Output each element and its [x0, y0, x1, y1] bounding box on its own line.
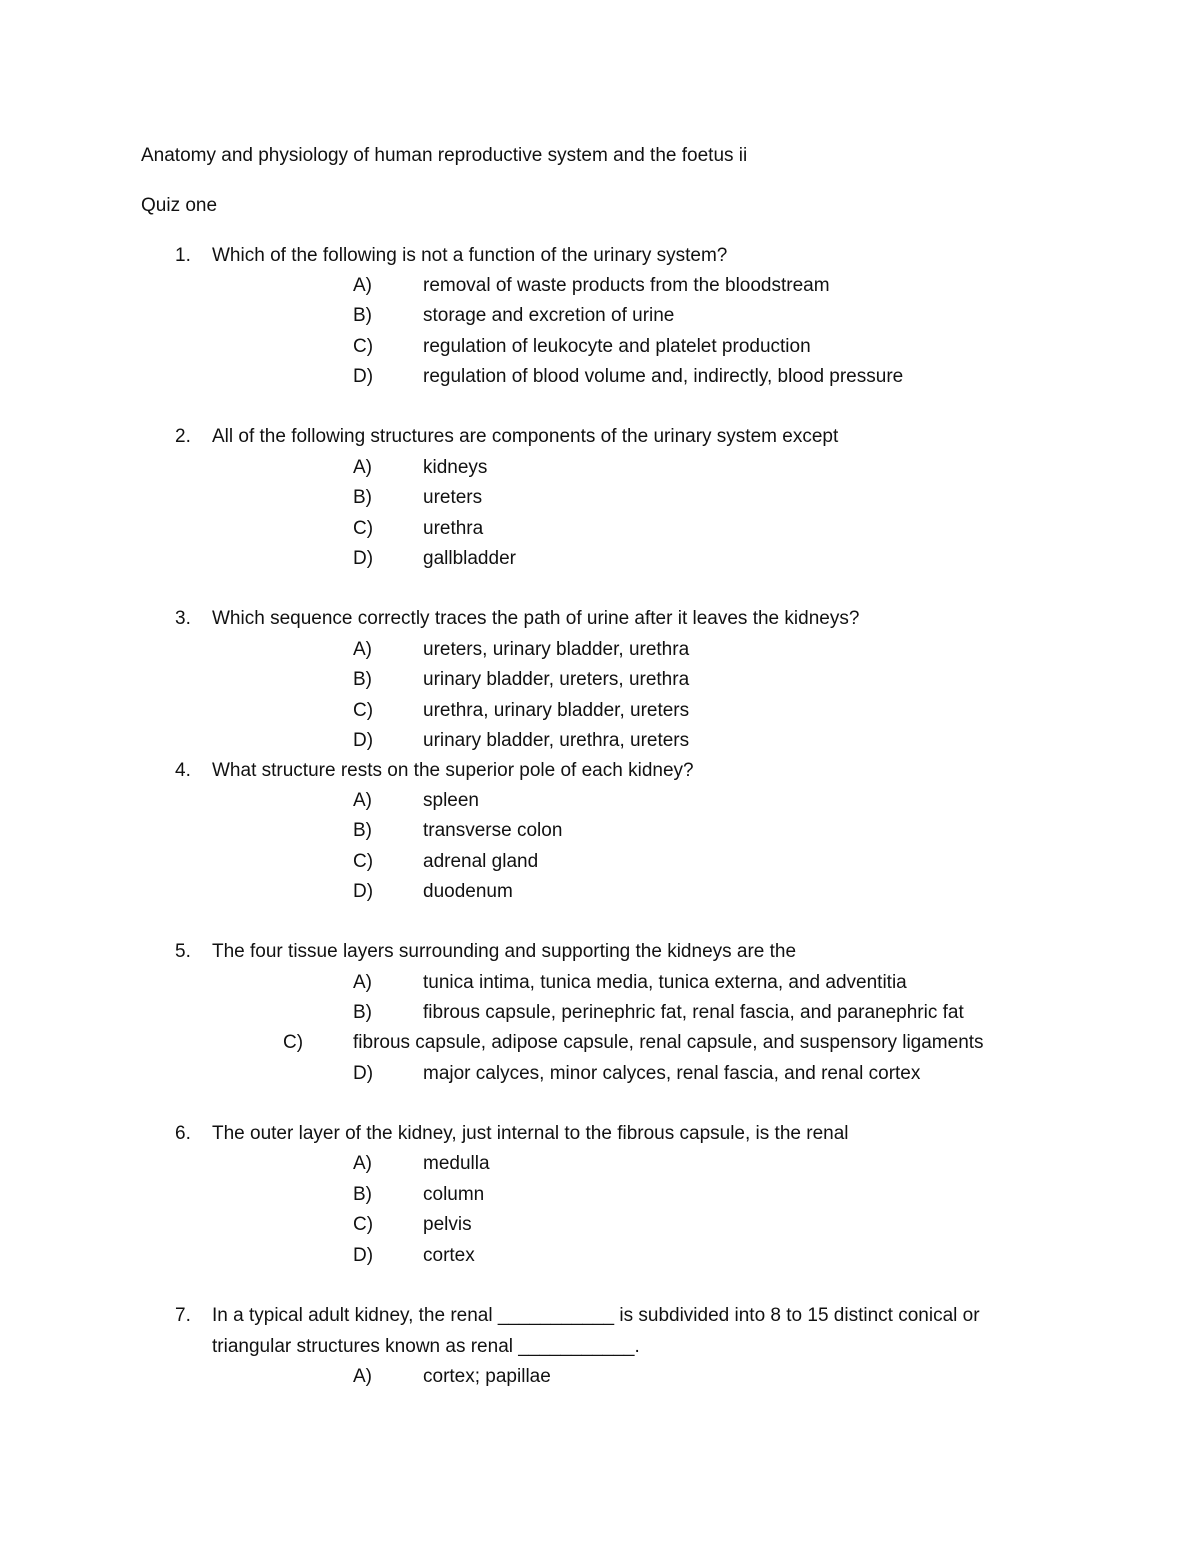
option-letter: B) [353, 1184, 372, 1205]
document-title: Anatomy and physiology of human reproductive system and the foetus ii [141, 145, 748, 166]
option-text: spleen [423, 790, 479, 811]
option-letter: A) [353, 639, 372, 660]
option-text: kidneys [423, 457, 488, 478]
option-text: medulla [423, 1153, 490, 1174]
question-number: 6. [175, 1123, 191, 1144]
option-letter: A) [353, 790, 372, 811]
option-text: tunica intima, tunica media, tunica externa, and adventitia [423, 972, 907, 993]
option-text: urethra, urinary bladder, ureters [423, 700, 690, 721]
question-number: 3. [175, 608, 191, 629]
option-letter: A) [353, 1153, 372, 1174]
option-letter: D) [353, 1245, 374, 1266]
option-text: removal of waste products from the bloodstream [423, 275, 830, 296]
question-text: Which of the following is not a function of the urinary system? [212, 245, 728, 266]
option-text: duodenum [423, 881, 513, 902]
question-number: 1. [175, 245, 191, 266]
option-text: urinary bladder, urethra, ureters [423, 730, 690, 751]
option-text: gallbladder [423, 548, 516, 569]
question-text: Which sequence correctly traces the path of urine after it leaves the kidneys? [212, 608, 860, 629]
option-text: column [423, 1184, 485, 1205]
question-text: The four tissue layers surrounding and supporting the kidneys are the [212, 941, 797, 962]
option-letter: D) [353, 548, 374, 569]
option-text: pelvis [423, 1214, 472, 1235]
option-letter: B) [353, 305, 372, 326]
option-letter: B) [353, 1002, 372, 1023]
question-number: 7. [175, 1305, 191, 1326]
question-text: All of the following structures are components of the urinary system except [212, 426, 839, 447]
option-text: major calyces, minor calyces, renal fascia, and renal cortex [423, 1063, 921, 1084]
question-text-line-2: triangular structures known as renal ___________. [212, 1336, 640, 1357]
option-text: fibrous capsule, adipose capsule, renal capsule, and suspensory ligaments [353, 1032, 984, 1053]
option-text: ureters [423, 487, 483, 508]
option-text: urinary bladder, ureters, urethra [423, 669, 690, 690]
option-letter: D) [353, 881, 374, 902]
option-letter: C) [353, 851, 374, 872]
option-text: fibrous capsule, perinephric fat, renal fascia, and paranephric fat [423, 1002, 964, 1023]
option-text: transverse colon [423, 820, 563, 841]
question-text-line-1: In a typical adult kidney, the renal ___________ is subdivided into 8 to 15 distinct conical or [212, 1305, 980, 1326]
option-letter: A) [353, 972, 372, 993]
question-number: 2. [175, 426, 191, 447]
question-number: 5. [175, 941, 191, 962]
option-text: regulation of leukocyte and platelet production [423, 336, 811, 357]
question-text: What structure rests on the superior pole of each kidney? [212, 760, 694, 781]
option-letter: B) [353, 487, 372, 508]
option-letter: D) [353, 366, 374, 387]
question-text: The outer layer of the kidney, just internal to the fibrous capsule, is the renal [212, 1123, 849, 1144]
option-letter: C) [353, 336, 374, 357]
option-text: cortex; papillae [423, 1366, 551, 1387]
question-number: 4. [175, 760, 191, 781]
document-subtitle: Quiz one [141, 195, 218, 216]
option-text: storage and excretion of urine [423, 305, 675, 326]
option-text: urethra [423, 518, 484, 539]
option-letter: A) [353, 457, 372, 478]
option-letter: A) [353, 1366, 372, 1387]
option-letter: C) [353, 1214, 374, 1235]
option-letter: C) [353, 700, 374, 721]
option-letter: B) [353, 669, 372, 690]
option-letter: D) [353, 1063, 374, 1084]
option-text: adrenal gland [423, 851, 539, 872]
option-text: regulation of blood volume and, indirectly, blood pressure [423, 366, 904, 387]
option-letter: C) [283, 1032, 304, 1053]
option-letter: B) [353, 820, 372, 841]
option-text: ureters, urinary bladder, urethra [423, 639, 690, 660]
option-text: cortex [423, 1245, 475, 1266]
option-letter: C) [353, 518, 374, 539]
option-letter: A) [353, 275, 372, 296]
option-letter: D) [353, 730, 374, 751]
